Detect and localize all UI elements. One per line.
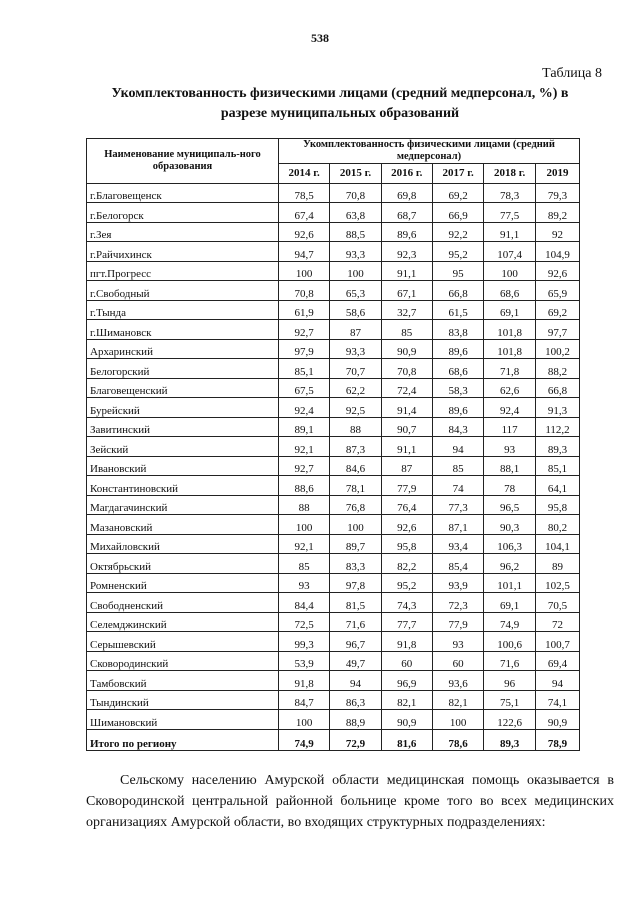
municipality-name: Октябрьский: [87, 554, 279, 574]
staffing-value: 96: [484, 671, 536, 691]
staffing-value: 96,9: [381, 671, 432, 691]
municipality-name: пгт.Прогресс: [87, 261, 279, 281]
table-row: [87, 437, 580, 457]
municipality-name: Мазановский: [87, 515, 279, 535]
table-row: [87, 261, 580, 281]
table-row: [87, 300, 580, 320]
staffing-value: 86,3: [330, 690, 381, 710]
staffing-value: 89,6: [432, 339, 483, 359]
staffing-value: 88,2: [536, 359, 580, 379]
staffing-table: [86, 138, 580, 751]
staffing-value: 65,3: [330, 281, 381, 301]
staffing-value: 89,2: [536, 203, 580, 223]
body-paragraph: Сельскому населению Амурской области медицинская помощь оказывается в Сковородинской центральной районной больнице кроме того во всех медицинских организациях Амурской области, во входящих структурных подразделениях:: [86, 773, 614, 830]
municipality-name: г.Райчихинск: [87, 242, 279, 262]
staffing-value: 87: [381, 456, 432, 476]
staffing-value: 92,1: [279, 534, 330, 554]
staffing-value: 58,3: [432, 378, 483, 398]
municipality-name: Ромненский: [87, 573, 279, 593]
table-row: [87, 281, 580, 301]
staffing-value: 93,3: [330, 242, 381, 262]
staffing-value: 69,8: [381, 183, 432, 203]
staffing-value: 92,7: [279, 320, 330, 340]
municipality-name: г.Тында: [87, 300, 279, 320]
staffing-value: 95,2: [381, 573, 432, 593]
staffing-value: 81,6: [381, 729, 432, 750]
staffing-value: 61,9: [279, 300, 330, 320]
staffing-value: 67,5: [279, 378, 330, 398]
staffing-value: 80,2: [536, 515, 580, 535]
municipality-name: Завитинский: [87, 417, 279, 437]
staffing-value: 91,8: [279, 671, 330, 691]
staffing-value: 100: [330, 261, 381, 281]
table-row: [87, 456, 580, 476]
staffing-value: 89,3: [536, 437, 580, 457]
staffing-value: 88: [330, 417, 381, 437]
staffing-value: 68,6: [484, 281, 536, 301]
table-row: [87, 222, 580, 242]
table-label: Таблица 8: [542, 66, 602, 81]
staffing-value: 85,1: [279, 359, 330, 379]
staffing-value: 75,1: [484, 690, 536, 710]
municipality-name: Константиновский: [87, 476, 279, 496]
staffing-value: 66,9: [432, 203, 483, 223]
staffing-value: 83,3: [330, 554, 381, 574]
staffing-value: 83,8: [432, 320, 483, 340]
municipality-name: г.Шимановск: [87, 320, 279, 340]
staffing-value: 87,3: [330, 437, 381, 457]
table-row: [87, 398, 580, 418]
municipality-name: Михайловский: [87, 534, 279, 554]
staffing-value: 100: [484, 261, 536, 281]
staffing-value: 89: [536, 554, 580, 574]
table-row: [87, 359, 580, 379]
municipality-name: Бурейский: [87, 398, 279, 418]
staffing-value: 79,3: [536, 183, 580, 203]
staffing-value: 89,6: [432, 398, 483, 418]
table-body: [87, 183, 580, 750]
staffing-value: 92,2: [432, 222, 483, 242]
total-row: [87, 729, 580, 750]
table-row: [87, 651, 580, 671]
table-row: [87, 339, 580, 359]
staffing-value: 100: [330, 515, 381, 535]
staffing-value: 89,7: [330, 534, 381, 554]
staffing-value: 96,5: [484, 495, 536, 515]
staffing-value: 92,7: [279, 456, 330, 476]
staffing-value: 94: [536, 671, 580, 691]
table-row: [87, 534, 580, 554]
municipality-name: г.Благовещенск: [87, 183, 279, 203]
staffing-value: 63,8: [330, 203, 381, 223]
staffing-value: 78,3: [484, 183, 536, 203]
staffing-value: 90,7: [381, 417, 432, 437]
staffing-value: 82,1: [432, 690, 483, 710]
staffing-value: 78,5: [279, 183, 330, 203]
staffing-value: 85: [279, 554, 330, 574]
staffing-value: 106,3: [484, 534, 536, 554]
staffing-value: 84,6: [330, 456, 381, 476]
staffing-value: 72,5: [279, 612, 330, 632]
staffing-value: 122,6: [484, 710, 536, 730]
staffing-value: 77,9: [432, 612, 483, 632]
staffing-value: 68,6: [432, 359, 483, 379]
staffing-value: 68,7: [381, 203, 432, 223]
staffing-value: 69,2: [432, 183, 483, 203]
table-title: [80, 84, 600, 124]
staffing-value: 62,2: [330, 378, 381, 398]
staffing-value: 66,8: [536, 378, 580, 398]
table-row: [87, 320, 580, 340]
staffing-value: 92,1: [279, 437, 330, 457]
staffing-value: 77,7: [381, 612, 432, 632]
municipality-name: г.Зея: [87, 222, 279, 242]
staffing-value: 104,9: [536, 242, 580, 262]
staffing-value: 71,6: [330, 612, 381, 632]
staffing-value: 90,9: [536, 710, 580, 730]
table-row: [87, 183, 580, 203]
table-row: [87, 593, 580, 613]
year-header: 2019: [536, 164, 580, 184]
staffing-value: 77,5: [484, 203, 536, 223]
staffing-value: 93: [484, 437, 536, 457]
staffing-value: 87: [330, 320, 381, 340]
staffing-value: 93,3: [330, 339, 381, 359]
staffing-value: 100,2: [536, 339, 580, 359]
staffing-value: 101,1: [484, 573, 536, 593]
table-row: [87, 632, 580, 652]
staffing-value: 69,4: [536, 651, 580, 671]
staffing-value: 90,9: [381, 339, 432, 359]
staffing-value: 100: [279, 515, 330, 535]
staffing-value: 91,3: [536, 398, 580, 418]
table-row: [87, 242, 580, 262]
municipality-name: Свободненский: [87, 593, 279, 613]
staffing-value: 91,1: [381, 261, 432, 281]
year-header: 2015 г.: [330, 164, 381, 184]
staffing-value: 112,2: [536, 417, 580, 437]
staffing-value: 70,5: [536, 593, 580, 613]
staffing-value: 70,8: [381, 359, 432, 379]
staffing-value: 66,8: [432, 281, 483, 301]
staffing-value: 78,9: [536, 729, 580, 750]
municipality-name: Архаринский: [87, 339, 279, 359]
staffing-value: 76,8: [330, 495, 381, 515]
staffing-value: 91,4: [381, 398, 432, 418]
staffing-value: 100: [432, 710, 483, 730]
municipality-name: Белогорский: [87, 359, 279, 379]
staffing-value: 74,1: [536, 690, 580, 710]
staffing-value: 93,4: [432, 534, 483, 554]
staffing-value: 78: [484, 476, 536, 496]
staffing-value: 92,6: [381, 515, 432, 535]
staffing-value: 49,7: [330, 651, 381, 671]
staffing-value: 91,8: [381, 632, 432, 652]
staffing-value: 89,6: [381, 222, 432, 242]
staffing-value: 94: [330, 671, 381, 691]
staffing-value: 95,2: [432, 242, 483, 262]
staffing-value: 92,4: [279, 398, 330, 418]
municipality-name: Сковородинский: [87, 651, 279, 671]
staffing-value: 69,1: [484, 300, 536, 320]
staffing-value: 78,1: [330, 476, 381, 496]
staffing-value: 32,7: [381, 300, 432, 320]
municipality-name: Тындинский: [87, 690, 279, 710]
staffing-value: 62,6: [484, 378, 536, 398]
staffing-value: 91,1: [484, 222, 536, 242]
staffing-value: 84,7: [279, 690, 330, 710]
table-row: [87, 710, 580, 730]
staffing-value: 99,3: [279, 632, 330, 652]
table-row: [87, 671, 580, 691]
municipality-name: Тамбовский: [87, 671, 279, 691]
staffing-value: 72,4: [381, 378, 432, 398]
municipality-name: Благовещенский: [87, 378, 279, 398]
staffing-value: 85: [381, 320, 432, 340]
staffing-value: 92,6: [279, 222, 330, 242]
staffing-value: 84,3: [432, 417, 483, 437]
staffing-value: 74,3: [381, 593, 432, 613]
staffing-value: 85,1: [536, 456, 580, 476]
staffing-value: 88,5: [330, 222, 381, 242]
table-row: [87, 495, 580, 515]
staffing-value: 92,5: [330, 398, 381, 418]
staffing-value: 92,4: [484, 398, 536, 418]
staffing-group-header: Укомплектованность физическими лицами (средний медперсонал): [279, 139, 580, 164]
staffing-value: 95,8: [381, 534, 432, 554]
staffing-value: 89,1: [279, 417, 330, 437]
staffing-value: 104,1: [536, 534, 580, 554]
table-row: [87, 378, 580, 398]
staffing-value: 117: [484, 417, 536, 437]
staffing-value: 67,1: [381, 281, 432, 301]
staffing-value: 97,7: [536, 320, 580, 340]
staffing-value: 89,3: [484, 729, 536, 750]
staffing-value: 74,9: [484, 612, 536, 632]
staffing-value: 88,9: [330, 710, 381, 730]
municipality-name: Итого по региону: [87, 729, 279, 750]
staffing-value: 91,1: [381, 437, 432, 457]
staffing-value: 85,4: [432, 554, 483, 574]
staffing-value: 81,5: [330, 593, 381, 613]
table-row: [87, 515, 580, 535]
staffing-value: 101,8: [484, 339, 536, 359]
staffing-value: 92,6: [536, 261, 580, 281]
staffing-value: 93,9: [432, 573, 483, 593]
staffing-value: 107,4: [484, 242, 536, 262]
staffing-value: 88,6: [279, 476, 330, 496]
staffing-value: 90,9: [381, 710, 432, 730]
staffing-value: 97,8: [330, 573, 381, 593]
staffing-value: 70,7: [330, 359, 381, 379]
staffing-value: 58,6: [330, 300, 381, 320]
staffing-value: 93: [279, 573, 330, 593]
table-row: [87, 417, 580, 437]
staffing-value: 88,1: [484, 456, 536, 476]
table-row: [87, 554, 580, 574]
staffing-value: 88: [279, 495, 330, 515]
staffing-value: 82,1: [381, 690, 432, 710]
staffing-value: 85: [432, 456, 483, 476]
table-title-line-1: Укомплектованность физическими лицами (средний медперсонал, %) в: [111, 86, 569, 101]
staffing-value: 74,9: [279, 729, 330, 750]
staffing-value: 72: [536, 612, 580, 632]
staffing-value: 70,8: [279, 281, 330, 301]
page-number: 538: [311, 31, 329, 45]
staffing-value: 60: [432, 651, 483, 671]
staffing-value: 92: [536, 222, 580, 242]
municipality-name: г.Свободный: [87, 281, 279, 301]
staffing-value: 76,4: [381, 495, 432, 515]
municipality-name: Зейский: [87, 437, 279, 457]
staffing-value: 97,9: [279, 339, 330, 359]
staffing-value: 70,8: [330, 183, 381, 203]
table-row: [87, 573, 580, 593]
staffing-value: 94,7: [279, 242, 330, 262]
staffing-value: 95: [432, 261, 483, 281]
staffing-value: 72,9: [330, 729, 381, 750]
staffing-value: 102,5: [536, 573, 580, 593]
staffing-value: 96,2: [484, 554, 536, 574]
staffing-value: 53,9: [279, 651, 330, 671]
staffing-value: 65,9: [536, 281, 580, 301]
year-header: 2018 г.: [484, 164, 536, 184]
staffing-value: 84,4: [279, 593, 330, 613]
staffing-value: 101,8: [484, 320, 536, 340]
municipality-name: Серышевский: [87, 632, 279, 652]
year-header: 2016 г.: [381, 164, 432, 184]
staffing-value: 92,3: [381, 242, 432, 262]
staffing-value: 82,2: [381, 554, 432, 574]
staffing-value: 71,8: [484, 359, 536, 379]
staffing-value: 95,8: [536, 495, 580, 515]
table-row: [87, 203, 580, 223]
municipality-name: Селемджинский: [87, 612, 279, 632]
municipality-name: Ивановский: [87, 456, 279, 476]
staffing-value: 72,3: [432, 593, 483, 613]
year-header: 2017 г.: [432, 164, 483, 184]
municipality-column-header: Наименование муниципаль-ного образования: [87, 139, 279, 184]
staffing-value: 100: [279, 261, 330, 281]
municipality-name: г.Белогорск: [87, 203, 279, 223]
staffing-value: 93,6: [432, 671, 483, 691]
table-row: [87, 612, 580, 632]
staffing-value: 94: [432, 437, 483, 457]
staffing-value: 61,5: [432, 300, 483, 320]
staffing-value: 90,3: [484, 515, 536, 535]
staffing-value: 74: [432, 476, 483, 496]
year-header: 2014 г.: [279, 164, 330, 184]
staffing-value: 77,3: [432, 495, 483, 515]
staffing-value: 100,7: [536, 632, 580, 652]
table-title-line-2: разрезе муниципальных образований: [220, 106, 460, 121]
staffing-value: 96,7: [330, 632, 381, 652]
staffing-value: 78,6: [432, 729, 483, 750]
staffing-value: 100: [279, 710, 330, 730]
municipality-name: Магдагачинский: [87, 495, 279, 515]
table-row: [87, 690, 580, 710]
municipality-name: Шимановский: [87, 710, 279, 730]
table-row: [87, 476, 580, 496]
staffing-value: 93: [432, 632, 483, 652]
staffing-value: 100,6: [484, 632, 536, 652]
staffing-value: 87,1: [432, 515, 483, 535]
staffing-value: 69,2: [536, 300, 580, 320]
staffing-value: 69,1: [484, 593, 536, 613]
staffing-value: 60: [381, 651, 432, 671]
staffing-value: 71,6: [484, 651, 536, 671]
staffing-value: 67,4: [279, 203, 330, 223]
staffing-value: 77,9: [381, 476, 432, 496]
staffing-value: 64,1: [536, 476, 580, 496]
